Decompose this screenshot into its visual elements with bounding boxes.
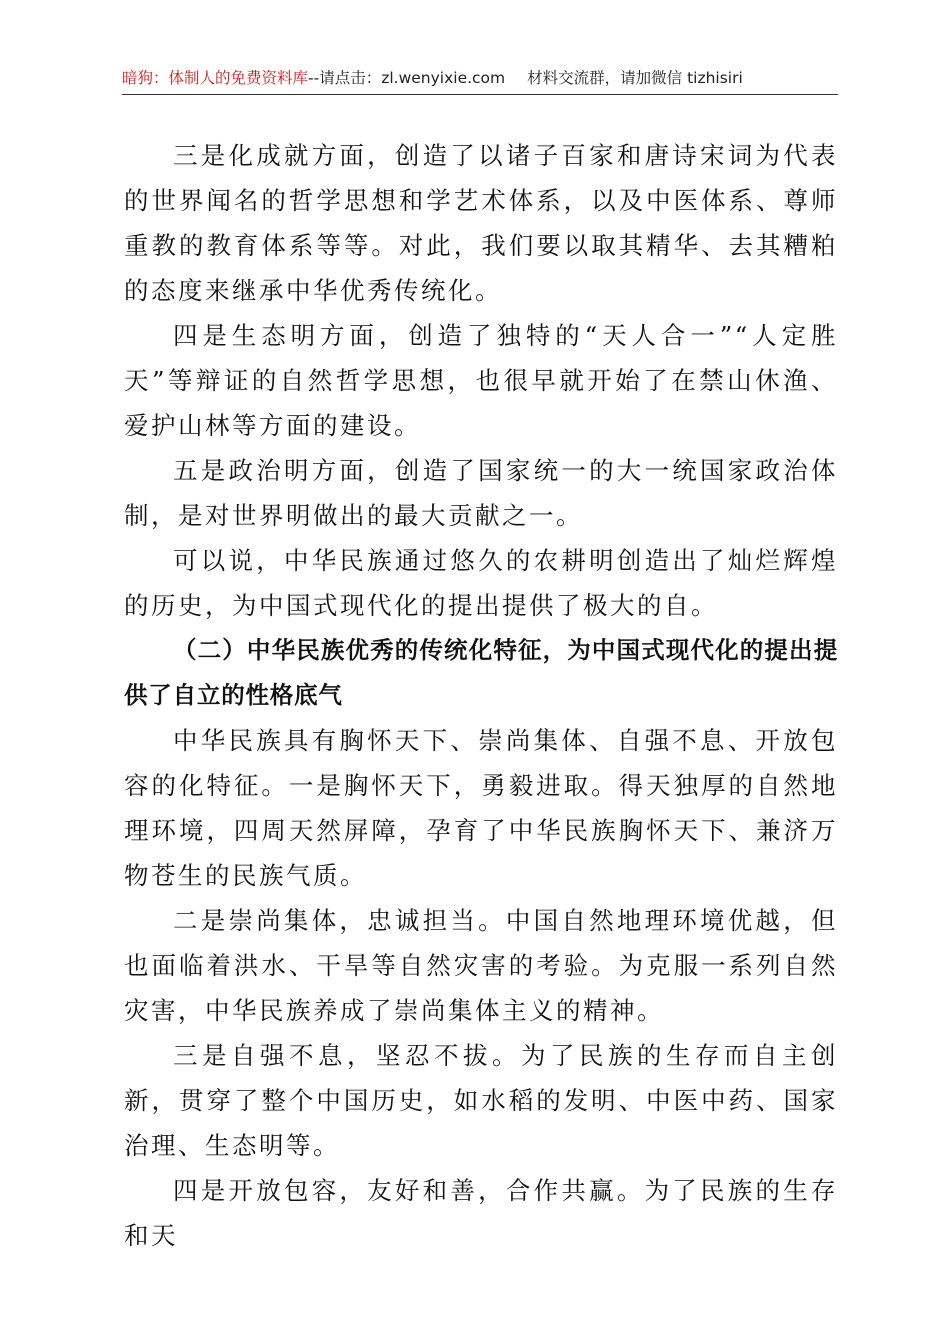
page-header bbox=[122, 66, 838, 95]
paragraph: 四是生态明方面，创造了独特的“天人合一”“人定胜天”等辩证的自然哲学思想，也很早就开始了在禁山休渔、爱护山林等方面的建设。 bbox=[124, 321, 838, 440]
header-wechat-text: 材料交流群，请加微信 tizhisiri bbox=[527, 69, 743, 87]
paragraph: 可以说，中华民族通过悠久的农耕明创造出了灿烂辉煌的历史，为中国式现代化的提出提供了极大的自。 bbox=[124, 546, 838, 620]
paragraph: 三是化成就方面，创造了以诸子百家和唐诗宋词为代表的世界闻名的哲学思想和学艺术体系，以及中医体系、尊师重教的教育体系等等。对此，我们要以取其精华、去其糟粕的态度来继承中华优秀传统化。 bbox=[124, 141, 838, 305]
paragraph: 四是开放包容，友好和善，合作共赢。为了民族的生存和天 bbox=[124, 1176, 838, 1250]
paragraph: 中华民族具有胸怀天下、崇尚集体、自强不息、开放包容的化特征。一是胸怀天下，勇毅进取。得天独厚的自然地理环境，四周天然屏障，孕育了中华民族胸怀天下、兼济万物苍生的民族气质。 bbox=[124, 726, 838, 890]
document-body bbox=[124, 133, 838, 1258]
section-heading: （二）中华民族优秀的传统化特征，为中国式现代化的提出提供了自立的性格底气 bbox=[124, 636, 838, 709]
header-link[interactable]: zl.wenyixie.com bbox=[381, 69, 506, 87]
paragraph: 三是自强不息，坚忍不拔。为了民族的生存而自主创新，贯穿了整个中国历史，如水稻的发明、中医中药、国家治理、生态明等。 bbox=[124, 1041, 838, 1160]
header-click-prompt: --请点击： bbox=[308, 69, 382, 87]
header-promo-text: 暗狗：体制人的免费资料库 bbox=[122, 69, 309, 87]
paragraph: 五是政治明方面，创造了国家统一的大一统国家政治体制，是对世界明做出的最大贡献之一。 bbox=[124, 456, 838, 530]
paragraph: 二是崇尚集体，忠诚担当。中国自然地理环境优越，但也面临着洪水、干旱等自然灾害的考验。为克服一系列自然灾害，中华民族养成了崇尚集体主义的精神。 bbox=[124, 906, 838, 1025]
